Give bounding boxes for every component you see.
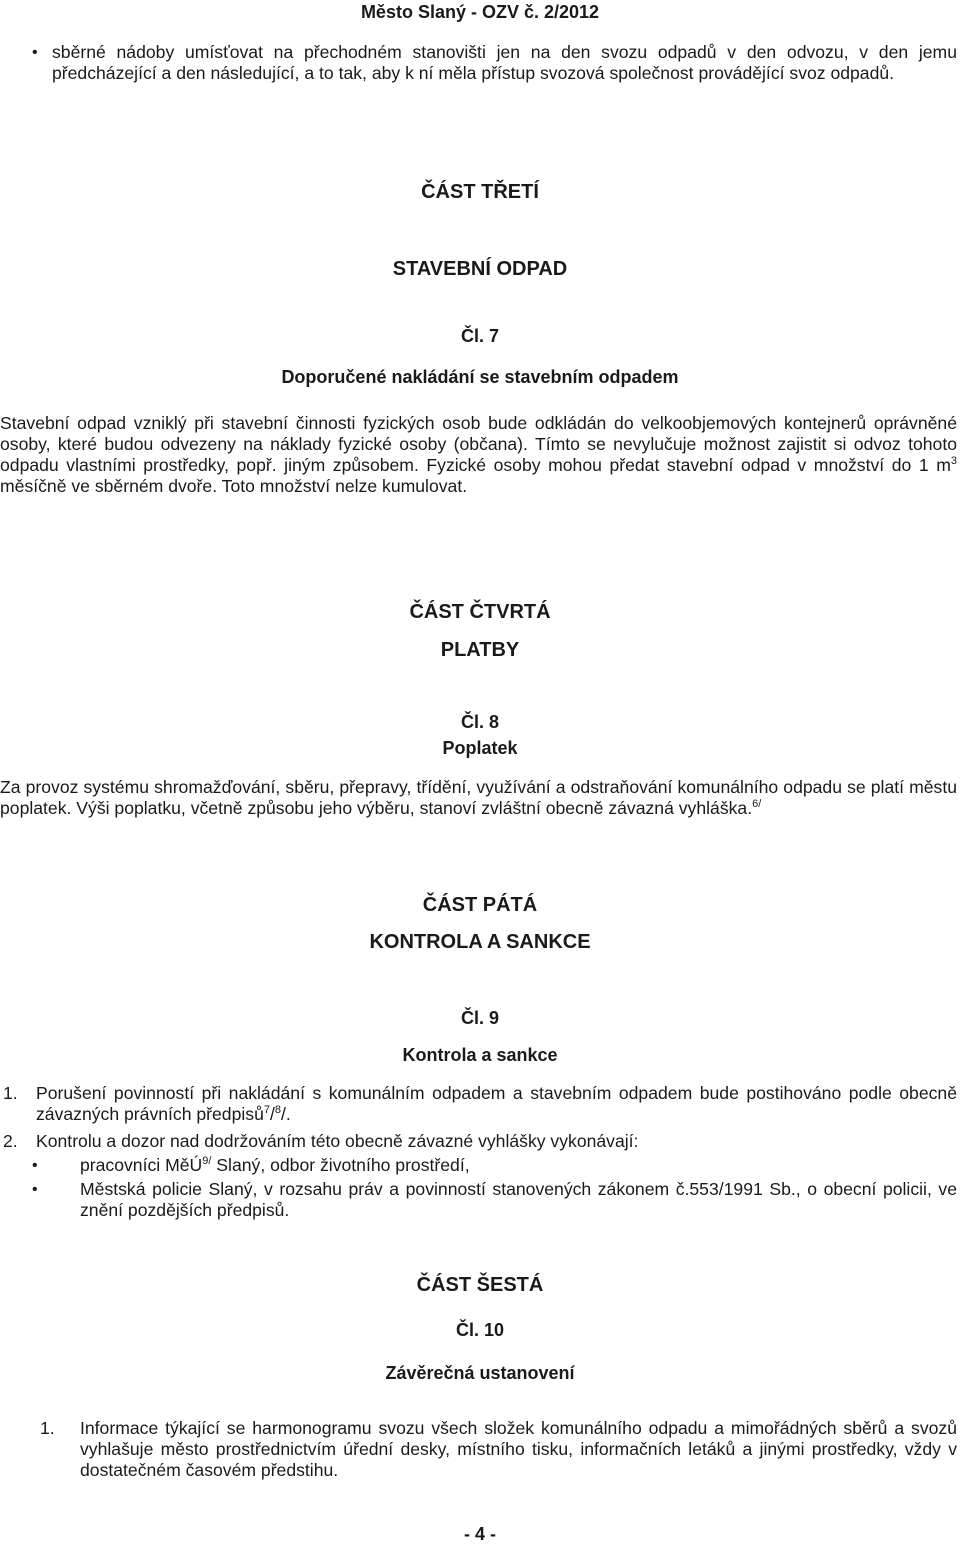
footnote-ref: 9/ [202,1155,212,1167]
superscript: 3 [950,455,957,467]
paragraph-text: měsíčně ve sběrném dvoře. Toto množství nelze kumulovat. [0,476,468,496]
footnote-ref: 6/ [752,798,762,810]
article-heading: Závěrečná ustanovení [385,1363,575,1383]
article-heading: Doporučené nakládání se stavebním odpadem [281,367,679,387]
paragraph-text: Stavební odpad vzniklý při stavební činnosti fyzických osob bude odkládán do velkoobjemových kontejnerů oprávněné osoby, které budou odvezeny na náklady fyzické osoby (občana). Tímto se nevylučuje možnost zajistit si odvoz tohoto odpadu vlastními prostředky, popř. jiným způsobem. Fyzické osoby mohou předat stavební odpad v množství do 1 m [0,413,957,475]
bullet-icon: • [32,44,38,61]
item-text: Informace týkající se harmonogramu svozu všech složek komunálního odpadu a mimořádných sběrů a svozů vyhlašuje město prostřednictvím úřední desky, místního tisku, informačních letáků a jinými prostředky, vždy v dostatečném časovém předstihu. [80,1418,957,1480]
article-number: Čl. 7 [460,326,499,346]
part-subtitle: PLATBY [440,639,520,661]
item-number: 1. [40,1418,55,1438]
page-number: - 4 - [463,1524,496,1544]
list-item-text: Městská policie Slaný, v rozsahu práv a povinností stanovených zákonem č.553/1991 Sb., o obecní policii, ve znění pozdějších předpisů. [80,1179,957,1220]
part-title: ČÁST ŠESTÁ [416,1274,544,1296]
article-number: Čl. 8 [460,712,499,732]
article-number: Čl. 10 [455,1320,505,1340]
item-number: 2. [3,1131,18,1151]
article-paragraph [0,777,957,819]
part-subtitle: STAVEBNÍ ODPAD [392,258,568,280]
footnote-ref: 8 [274,1104,282,1116]
footnote-ref: 7 [263,1104,270,1116]
document-header: Město Slaný - OZV č. 2/2012 [360,2,600,22]
paragraph-text: Za provoz systému shromažďování, sběru, přepravy, třídění, využívání a odstraňování komunálního odpadu se platí městu poplatek. Výši poplatku, včetně způsobu jeho výběru, stanoví zvláštní obecně závazná vyhláška. [0,777,957,818]
list-item-text: pracovníci MěÚ$^{9/}$ Slaný, odbor životního prostředí, [80,1155,470,1175]
part-title: ČÁST ČTVRTÁ [409,601,551,623]
bullet-icon: • [32,1157,38,1174]
part-title: ČÁST PÁTÁ [422,894,538,916]
item-number: 1. [3,1083,18,1103]
article-number: Čl. 9 [460,1008,499,1028]
part-title: ČÁST TŘETÍ [421,181,539,203]
item-text: Porušení povinností při nakládání s komunálním odpadem a stavebním odpadem bude postihováno podle obecně závazných právních předpisů$^7$/$^8$/. [36,1083,957,1124]
article-paragraph [0,413,957,497]
bullet-icon: • [32,1181,38,1198]
article-heading: Kontrola a sankce [402,1045,558,1065]
article-heading: Poplatek [442,738,518,758]
part-subtitle: KONTROLA A SANKCE [369,931,591,953]
item-text: Kontrolu a dozor nad dodržováním této obecně závazné vyhlášky vykonávají: [36,1131,639,1151]
list-item-text: sběrné nádoby umísťovat na přechodném stanovišti jen na den svozu odpadů v den odvozu, v den jemu předcházející a den následující, a to tak, aby k ní měla přístup svozová společnost provádějící svoz odpadů. [52,42,957,83]
